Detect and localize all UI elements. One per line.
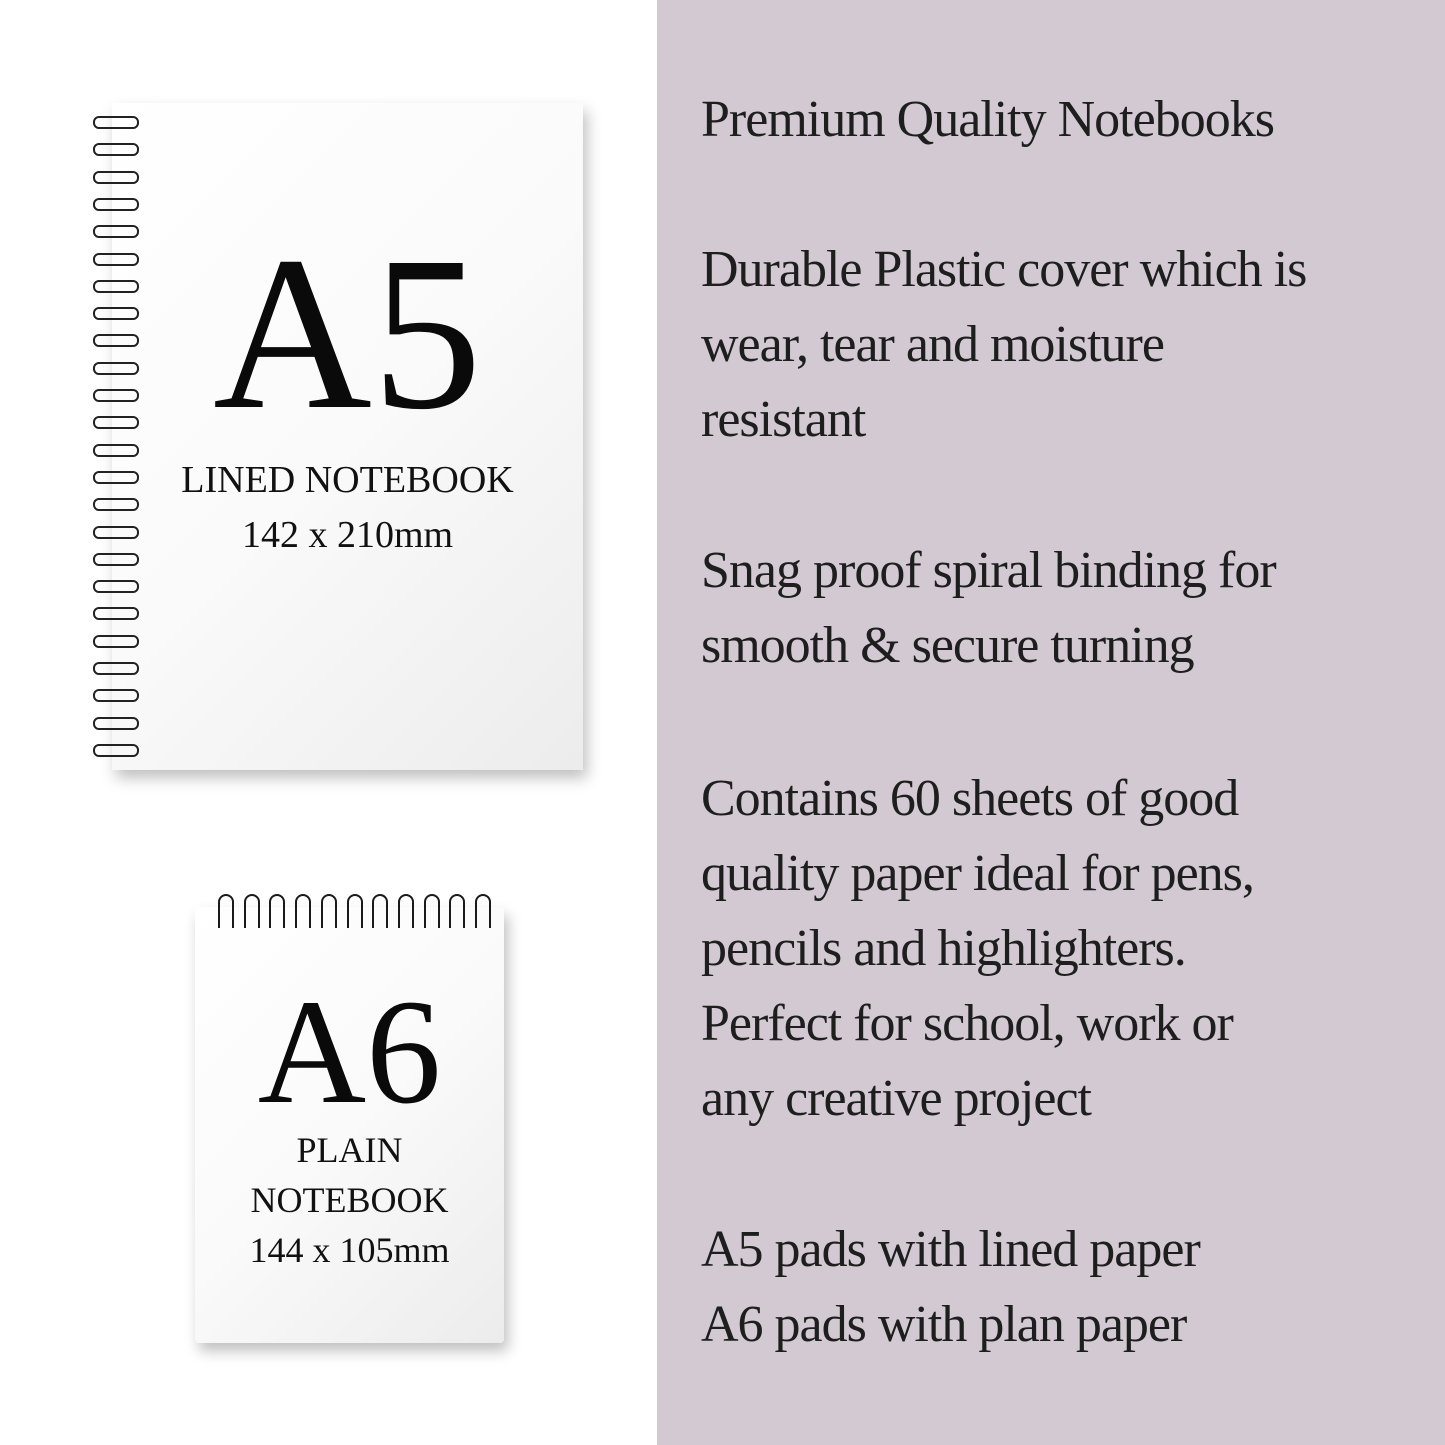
spiral-ring (93, 635, 139, 649)
spiral-ring (93, 171, 139, 185)
feature-line: pencils and highlighters. (701, 920, 1186, 977)
spiral-ring (93, 580, 139, 594)
spiral-ring (93, 416, 139, 430)
feature-line: Durable Plastic cover which is (701, 241, 1307, 298)
spiral-ring (93, 225, 139, 239)
spiral-ring (93, 553, 139, 567)
a6-type-line2: NOTEBOOK (250, 1180, 449, 1220)
spiral-ring (93, 607, 139, 621)
spiral-ring (475, 894, 491, 930)
spiral-ring (398, 894, 414, 930)
spiral-ring (93, 717, 139, 731)
spiral-ring (372, 894, 388, 930)
spiral-ring (449, 894, 465, 930)
spiral-ring (93, 689, 139, 703)
spiral-ring (244, 894, 260, 930)
feature-line: A5 pads with lined paper (701, 1221, 1200, 1278)
a6-notebook-image (195, 907, 504, 1343)
feature-line: Perfect for school, work or (701, 995, 1233, 1052)
feature-line: A6 pads with plan paper (701, 1296, 1187, 1353)
a6-size-label: A6 (257, 969, 442, 1135)
spiral-ring (424, 894, 440, 930)
a5-type-label: LINED NOTEBOOK (181, 459, 514, 501)
spiral-ring (93, 253, 139, 267)
a5-dimensions-label: 142 x 210mm (241, 514, 454, 556)
spiral-ring (93, 744, 139, 758)
spiral-ring (93, 389, 139, 403)
spiral-ring (93, 280, 139, 294)
spiral-ring (218, 894, 234, 930)
feature-line: resistant (701, 391, 866, 448)
spiral-ring (93, 334, 139, 348)
spiral-ring (93, 307, 139, 321)
feature-line: Contains 60 sheets of good (701, 770, 1239, 827)
spiral-ring (93, 198, 139, 212)
a6-type-line1: PLAIN (296, 1130, 403, 1170)
spiral-ring (93, 444, 139, 458)
feature-line: smooth & secure turning (701, 617, 1194, 674)
a5-notebook-image (112, 103, 583, 770)
spiral-ring (93, 498, 139, 512)
spiral-ring (321, 894, 337, 930)
feature-line: Premium Quality Notebooks (701, 91, 1274, 148)
spiral-ring (93, 662, 139, 676)
spiral-ring (93, 116, 139, 130)
a5-size-label: A5 (213, 211, 482, 455)
spiral-ring (295, 894, 311, 930)
spiral-ring (93, 143, 139, 157)
spiral-ring (93, 471, 139, 485)
spiral-ring (93, 526, 139, 540)
feature-line: any creative project (701, 1070, 1091, 1127)
spiral-ring (347, 894, 363, 930)
feature-line: quality paper ideal for pens, (701, 845, 1254, 902)
feature-line: Snag proof spiral binding for (701, 542, 1276, 599)
a6-dimensions-label: 144 x 105mm (249, 1230, 450, 1270)
spiral-ring (269, 894, 285, 930)
spiral-ring (93, 362, 139, 376)
feature-line: wear, tear and moisture (701, 316, 1164, 373)
